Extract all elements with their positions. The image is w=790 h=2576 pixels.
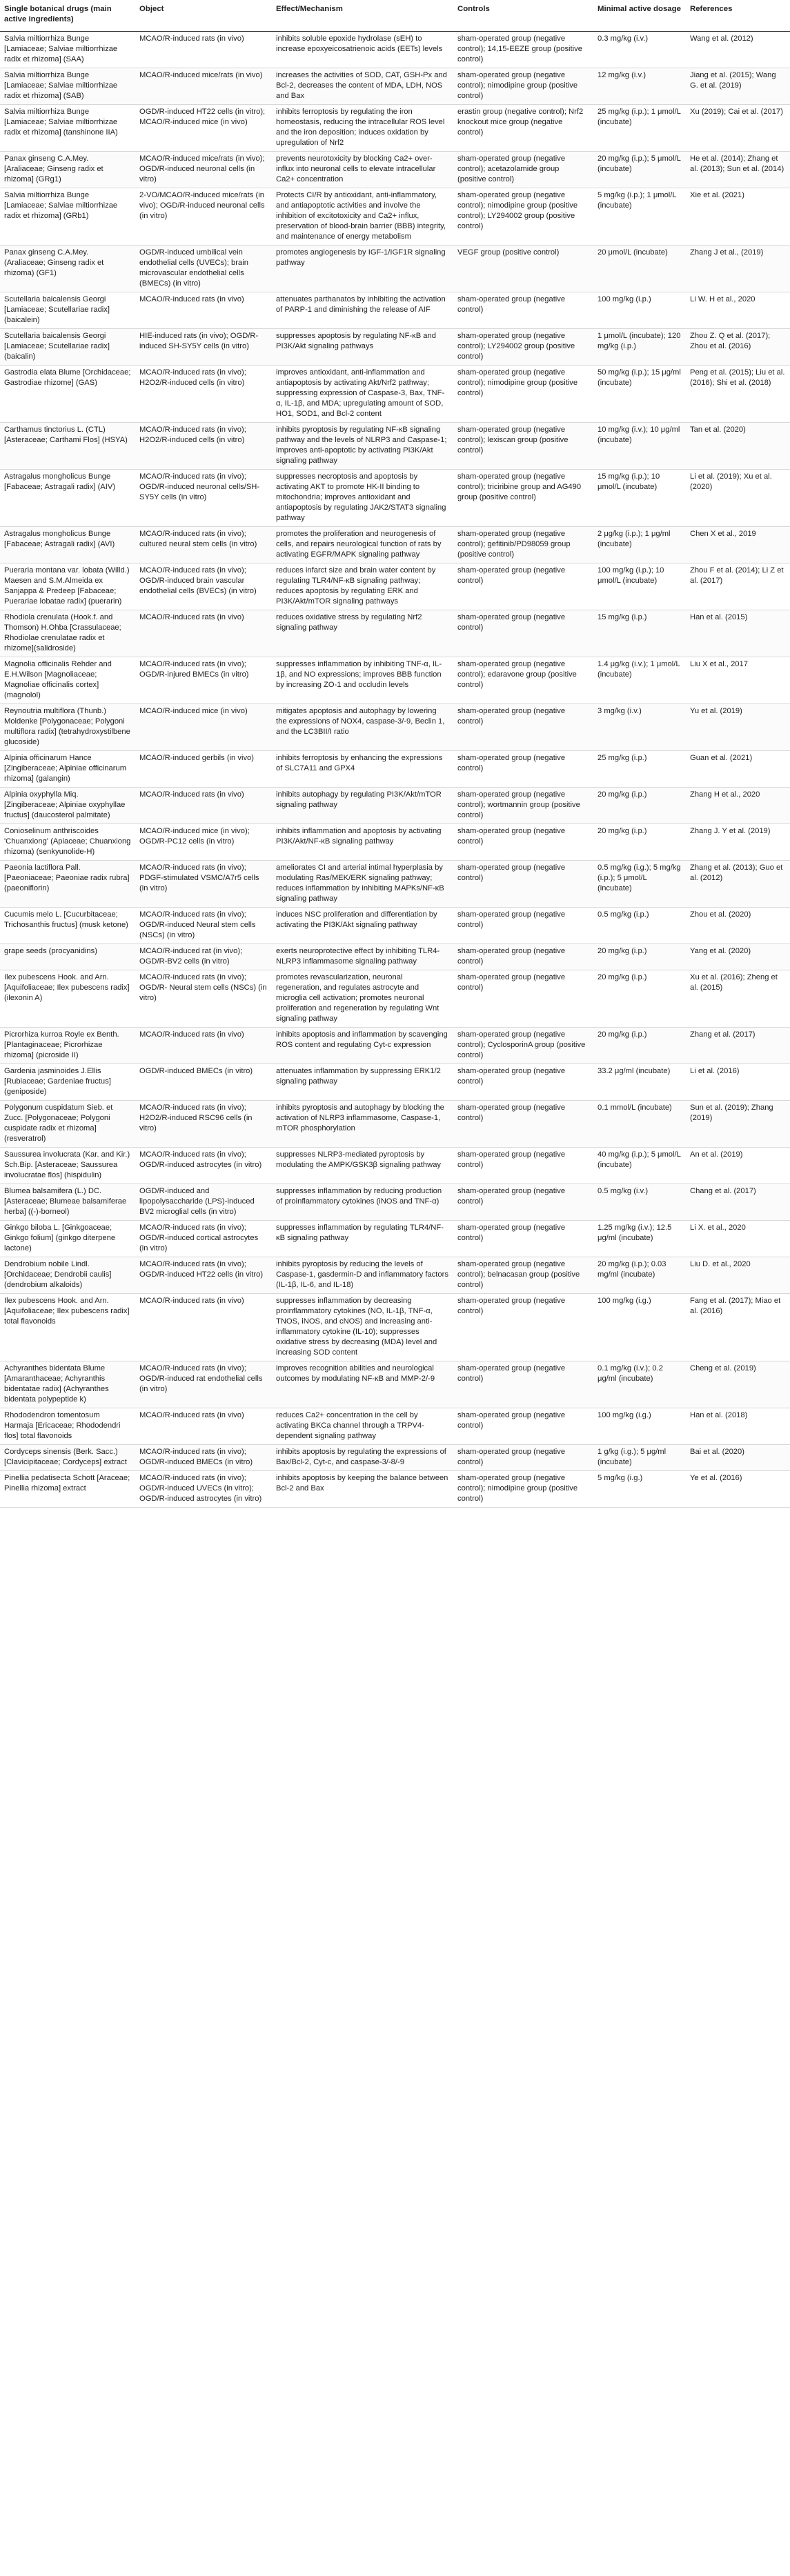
header-row [0,0,790,31]
cell-reference: Peng et al. (2015); Liu et al. (2016); Shi et al. (2018) [686,365,790,422]
cell-dosage: 20 mg/kg (i.p.) [593,823,686,860]
table-row [0,365,790,422]
cell-drug: Blumea balsamifera (L.) DC. [Asteraceae; Blumeae balsamiferae herba] ((-)-borneol) [0,1184,135,1220]
cell-drug: Cordyceps sinensis (Berk. Sacc.) [Clavicipitaceae; Cordyceps] extract [0,1444,135,1470]
cell-reference: Xu (2019); Cai et al. (2017) [686,104,790,151]
cell-reference: Li et al. (2016) [686,1064,790,1100]
cell-effect: promotes revascularization, neuronal regeneration, and regulates astrocyte and microglia cell activation; promotes neuronal proliferation and regeneration by regulating Wnt signaling pathway [272,970,453,1027]
cell-reference: Li X. et al., 2020 [686,1220,790,1257]
cell-effect: inhibits apoptosis by keeping the balance between Bcl-2 and Bax [272,1470,453,1507]
cell-reference: An et al. (2019) [686,1147,790,1184]
cell-drug: Astragalus mongholicus Bunge [Fabaceae; Astragali radix] (AVI) [0,526,135,563]
cell-effect: inhibits pyroptosis by regulating NF-κB signaling pathway and the levels of NLRP3 and Caspase-1; improves anti-apoptotic by activating PI3K/Akt signaling pathway [272,422,453,469]
cell-object: OGD/R-induced HT22 cells (in vitro); MCAO/R-induced mice (in vivo) [135,104,272,151]
cell-dosage: 25 mg/kg (i.p.); 1 μmol/L (incubate) [593,104,686,151]
table-row [0,292,790,328]
cell-effect: promotes the proliferation and neurogenesis of cells, and repairs neurological function of rats by activating EGFR/MAPK signaling pathway [272,526,453,563]
cell-reference: Liu X et al., 2017 [686,657,790,703]
cell-reference: Bai et al. (2020) [686,1444,790,1470]
cell-object: MCAO/R-induced rats (in vivo); PDGF-stimulated VSMC/A7r5 cells (in vitro) [135,860,272,907]
cell-reference: Fang et al. (2017); Miao et al. (2016) [686,1293,790,1361]
cell-object: MCAO/R-induced rats (in vivo); H2O2/R-induced RSC96 cells (in vitro) [135,1100,272,1147]
cell-reference: Han et al. (2018) [686,1408,790,1444]
table-row [0,860,790,907]
cell-dosage: 15 mg/kg (i.p.) [593,610,686,657]
cell-effect: inhibits pyroptosis and autophagy by blocking the activation of NLRP3 inflammasome, Caspase-1, mTOR phosphorylation [272,1100,453,1147]
cell-object: HIE-induced rats (in vivo); OGD/R-induced SH-SY5Y cells (in vitro) [135,328,272,365]
cell-dosage: 0.5 mg/kg (i.p.) [593,907,686,943]
cell-drug: Conioselinum anthriscoides 'Chuanxiong' (Apiaceae; Chuanxiong rhizoma) (senkyunolide-H) [0,823,135,860]
cell-object: MCAO/R-induced rats (in vivo) [135,292,272,328]
cell-drug: Salvia miltiorrhiza Bunge [Lamiaceae; Salviae miltiorrhizae radix et rhizoma] (SAB) [0,68,135,104]
cell-controls: sham-operated group (negative control) [453,1408,593,1444]
cell-drug: Pueraria montana var. lobata (Willd.) Maesen and S.M.Almeida ex Sanjappa & Predeep [Fabaceae; Puerariae lobatae radix] (puerarin) [0,563,135,610]
cell-drug: grape seeds (procyanidins) [0,943,135,970]
cell-effect: induces NSC proliferation and differentiation by activating the PI3K/Akt signaling pathway [272,907,453,943]
cell-object: MCAO/R-induced rats (in vivo); OGD/R-induced Neural stem cells (NSCs) (in vitro) [135,907,272,943]
cell-object: MCAO/R-induced mice (in vivo); OGD/R-PC12 cells (in vitro) [135,823,272,860]
cell-controls: sham-operated group (negative control); lexiscan group (positive control) [453,422,593,469]
cell-reference: Zhang H et al., 2020 [686,787,790,823]
cell-controls: sham-operated group (negative control) [453,1361,593,1408]
cell-object: OGD/R-induced BMECs (in vitro) [135,1064,272,1100]
cell-object: MCAO/R-induced gerbils (in vivo) [135,750,272,787]
cell-dosage: 20 mg/kg (i.p.) [593,943,686,970]
table-row [0,1361,790,1408]
cell-controls: sham-operated group (negative control) [453,1100,593,1147]
cell-object: MCAO/R-induced rats (in vivo); OGD/R-induced rat endothelial cells (in vitro) [135,1361,272,1408]
cell-controls: sham-operated group (negative control) [453,1444,593,1470]
table-row [0,1257,790,1293]
cell-effect: inhibits pyroptosis by reducing the levels of Caspase-1, gasdermin-D and inflammatory factors (IL-1β, IL-6, and IL-18) [272,1257,453,1293]
cell-object: MCAO/R-induced rats (in vivo); cultured neural stem cells (in vitro) [135,526,272,563]
table-row [0,703,790,750]
cell-effect: suppresses inflammation by regulating TLR4/NF-κB signaling pathway [272,1220,453,1257]
cell-drug: Rhododendron tomentosum Harmaja [Ericaceae; Rhododendri flos] total flavonoids [0,1408,135,1444]
cell-effect: improves recognition abilities and neurological outcomes by modulating NF-κB and MMP-2/-9 [272,1361,453,1408]
cell-drug: Salvia miltiorrhiza Bunge [Lamiaceae; Salviae miltiorrhizae radix et rhizoma] (SAA) [0,31,135,68]
cell-controls: sham-operated group (negative control); nimodipine group (positive control) [453,68,593,104]
cell-reference: Sun et al. (2019); Zhang (2019) [686,1100,790,1147]
cell-drug: Panax ginseng C.A.Mey. (Araliaceae; Ginseng radix et rhizoma) (GF1) [0,245,135,292]
cell-drug: Gastrodia elata Blume [Orchidaceae; Gastrodiae rhizome] (GAS) [0,365,135,422]
cell-controls: sham-operated group (negative control) [453,1293,593,1361]
cell-controls: sham-operated group (negative control) [453,970,593,1027]
cell-dosage: 1 g/kg (i.g.); 5 μg/ml (incubate) [593,1444,686,1470]
table-row [0,469,790,526]
cell-drug: Paeonia lactiflora Pall. [Paeoniaceae; Paeoniae radix rubra] (paeoniflorin) [0,860,135,907]
cell-reference: Han et al. (2015) [686,610,790,657]
cell-dosage: 100 mg/kg (i.g.) [593,1408,686,1444]
cell-controls: sham-operated group (negative control); belnacasan group (positive control) [453,1257,593,1293]
cell-effect: inhibits soluble epoxide hydrolase (sEH) to increase epoxyeicosatrienoic acids (EETs) levels [272,31,453,68]
cell-drug: Gardenia jasminoides J.Ellis [Rubiaceae; Gardeniae fructus] (geniposide) [0,1064,135,1100]
cell-reference: Zhang et al. (2017) [686,1027,790,1064]
cell-drug: Pinellia pedatisecta Schott [Araceae; Pinellia rhizoma] extract [0,1470,135,1507]
cell-object: MCAO/R-induced rats (in vivo); OGD/R-induced BMECs (in vitro) [135,1444,272,1470]
cell-effect: inhibits apoptosis and inflammation by scavenging ROS content and regulating Cyt-c expression [272,1027,453,1064]
cell-effect: suppresses inflammation by decreasing proinflammatory cytokines (NO, IL-1β, TNF-α, TNOS, iNOS, and cNOS) and increasing anti-inflammatory cytokine (IL-10); suppresses oxidative stress by decreasing (MDA) level and increasing SOD content [272,1293,453,1361]
table-row [0,943,790,970]
cell-reference: He et al. (2014); Zhang et al. (2013); Sun et al. (2014) [686,151,790,188]
cell-effect: inhibits inflammation and apoptosis by activating PI3K/Akt/NF-κB signaling pathway [272,823,453,860]
cell-reference: Chen X et al., 2019 [686,526,790,563]
cell-controls: sham-operated group (negative control) [453,1147,593,1184]
cell-effect: Protects CI/R by antioxidant, anti-inflammatory, and antiapoptotic activities and involve the inhibition of excitotoxicity and Ca2+ influx, preservation of blood-brain barrier (BBB) integrity, and maintenance of energy metabolism [272,188,453,245]
table-row [0,970,790,1027]
cell-controls: sham-operated group (negative control); CyclosporinA group (positive control) [453,1027,593,1064]
cell-effect: inhibits ferroptosis by regulating the iron homeostasis, reducing the intracellular ROS level and the iron deposition; induces oxidation by upregulation of Nrf2 [272,104,453,151]
cell-reference: Ye et al. (2016) [686,1470,790,1507]
cell-controls: sham-operated group (negative control); wortmannin group (positive control) [453,787,593,823]
cell-dosage: 25 mg/kg (i.p.) [593,750,686,787]
cell-object: OGD/R-induced umbilical vein endothelial cells (UVECs); brain microvascular endothelial cells (BMECs) (in vitro) [135,245,272,292]
cell-dosage: 0.1 mmol/L (incubate) [593,1100,686,1147]
cell-dosage: 5 mg/kg (i.p.); 1 μmol/L (incubate) [593,188,686,245]
cell-controls: sham-operated group (negative control) [453,750,593,787]
cell-object: MCAO/R-induced rats (in vivo); OGD/R-induced cortical astrocytes (in vitro) [135,1220,272,1257]
cell-effect: attenuates inflammation by suppressing ERK1/2 signaling pathway [272,1064,453,1100]
cell-effect: exerts neuroprotective effect by inhibiting TLR4-NLRP3 inflammasome signaling pathway [272,943,453,970]
cell-dosage: 33.2 μg/ml (incubate) [593,1064,686,1100]
cell-reference: Tan et al. (2020) [686,422,790,469]
cell-reference: Liu D. et al., 2020 [686,1257,790,1293]
cell-reference: Zhou F et al. (2014); Li Z et al. (2017) [686,563,790,610]
cell-controls: sham-operated group (negative control) [453,703,593,750]
cell-controls: sham-operated group (negative control); nimodipine group (positive control) [453,365,593,422]
cell-effect: suppresses NLRP3-mediated pyroptosis by modulating the AMPK/GSK3β signaling pathway [272,1147,453,1184]
cell-drug: Scutellaria baicalensis Georgi [Lamiaceae; Scutellariae radix] (baicalein) [0,292,135,328]
table-row [0,1147,790,1184]
table-row [0,245,790,292]
cell-controls: sham-operated group (negative control); nimodipine group (positive control); LY294002 group (positive control) [453,188,593,245]
table-row [0,1293,790,1361]
cell-dosage: 1 μmol/L (incubate); 120 mg/kg (i.p.) [593,328,686,365]
cell-effect: improves antioxidant, anti-inflammation and antiapoptosis by activating Akt/Nrf2 pathway; suppressing expression of Caspase-3, Bax, TNF-α, IL-1β, and MDA; upregulating amount of SOD, HO1, SOD1, and Bcl-2 content [272,365,453,422]
cell-dosage: 15 mg/kg (i.p.); 10 μmol/L (incubate) [593,469,686,526]
cell-controls: sham-operated group (negative control); edaravone group (positive control) [453,657,593,703]
cell-reference: Xie et al. (2021) [686,188,790,245]
cell-object: MCAO/R-induced rats (in vivo); OGD/R- Neural stem cells (NSCs) (in vitro) [135,970,272,1027]
cell-effect: reduces Ca2+ concentration in the cell by activating BKCa channel through a TRPV4-dependent signaling pathway [272,1408,453,1444]
cell-effect: inhibits apoptosis by regulating the expressions of Bax/Bcl-2, Cyt-c, and caspase-3/-8/-9 [272,1444,453,1470]
cell-effect: suppresses inflammation by reducing production of proinflammatory cytokines (iNOS and TNF-α) [272,1184,453,1220]
cell-controls: sham-operated group (negative control) [453,610,593,657]
table-row [0,787,790,823]
cell-drug: Polygonum cuspidatum Sieb. et Zucc. [Polygonaceae; Polygoni cuspidate radix et rhizoma] (resveratrol) [0,1100,135,1147]
cell-object: MCAO/R-induced rats (in vivo) [135,1293,272,1361]
cell-controls: sham-operated group (negative control) [453,1220,593,1257]
cell-drug: Magnolia officinalis Rehder and E.H.Wilson [Magnoliaceae; Magnoliae officinalis cortex] (magnolol) [0,657,135,703]
cell-dosage: 0.1 mg/kg (i.v.); 0.2 μg/ml (incubate) [593,1361,686,1408]
table-row [0,657,790,703]
cell-reference: Zhou Z. Q et al. (2017); Zhou et al. (2016) [686,328,790,365]
cell-drug: Cucumis melo L. [Cucurbitaceae; Trichosanthis fructus] (musk ketone) [0,907,135,943]
cell-object: MCAO/R-induced rats (in vivo) [135,1408,272,1444]
table-row [0,1470,790,1507]
table-body [0,31,790,1507]
cell-effect: reduces oxidative stress by regulating Nrf2 signaling pathway [272,610,453,657]
cell-drug: Achyranthes bidentata Blume [Amaranthaceae; Achyranthis bidentatae radix] (Achyranthes bidentata polypeptide k) [0,1361,135,1408]
table-row [0,328,790,365]
cell-reference: Yu et al. (2019) [686,703,790,750]
cell-object: MCAO/R-induced mice/rats (in vivo) [135,68,272,104]
cell-dosage: 20 mg/kg (i.p.); 0.03 mg/ml (incubate) [593,1257,686,1293]
table-row [0,1064,790,1100]
cell-reference: Cheng et al. (2019) [686,1361,790,1408]
cell-controls: sham-operated group (negative control); gefitinib/PD98059 group (positive control) [453,526,593,563]
cell-drug: Panax ginseng C.A.Mey. [Araliaceae; Ginseng radix et rhizoma] (GRg1) [0,151,135,188]
cell-dosage: 10 mg/kg (i.v.); 10 μg/ml (incubate) [593,422,686,469]
cell-reference: Wang et al. (2012) [686,31,790,68]
cell-reference: Chang et al. (2017) [686,1184,790,1220]
cell-drug: Scutellaria baicalensis Georgi [Lamiaceae; Scutellariae radix] (baicalin) [0,328,135,365]
cell-reference: Xu et al. (2016); Zheng et al. (2015) [686,970,790,1027]
cell-controls: sham-operated group (negative control) [453,943,593,970]
cell-dosage: 12 mg/kg (i.v.) [593,68,686,104]
cell-effect: suppresses apoptosis by regulating NF-κB and PI3K/Akt signaling pathways [272,328,453,365]
cell-reference: Zhang J et al., (2019) [686,245,790,292]
cell-effect: increases the activities of SOD, CAT, GSH-Px and Bcl-2, decreases the content of MDA, LDH, NOS and Bax [272,68,453,104]
cell-drug: Astragalus mongholicus Bunge [Fabaceae; Astragali radix] (AIV) [0,469,135,526]
header-controls: Controls [453,0,593,31]
cell-effect: mitigates apoptosis and autophagy by lowering the expressions of NOX4, caspase-3/-9, Beclin 1, and the LC3BII/I ratio [272,703,453,750]
cell-dosage: 40 mg/kg (i.p.); 5 μmol/L (incubate) [593,1147,686,1184]
cell-reference: Li W. H et al., 2020 [686,292,790,328]
table-row [0,151,790,188]
cell-dosage: 0.5 mg/kg (i.v.) [593,1184,686,1220]
cell-controls: erastin group (negative control); Nrf2 knockout mice group (negative control) [453,104,593,151]
table-row [0,610,790,657]
cell-controls: sham-operated group (negative control); 14,15-EEZE group (positive control) [453,31,593,68]
cell-drug: Reynoutria multiflora (Thunb.) Moldenke [Polygonaceae; Polygoni multiflora radix] (tetrahydroxystilbene glucoside) [0,703,135,750]
cell-controls: sham-operated group (negative control); LY294002 group (positive control) [453,328,593,365]
header-object: Object [135,0,272,31]
cell-object: MCAO/R-induced rats (in vivo); OGD/R-induced brain vascular endothelial cells (BVECs) (in vitro) [135,563,272,610]
cell-object: 2-VO/MCAO/R-induced mice/rats (in vivo); OGD/R-induced neuronal cells (in vitro) [135,188,272,245]
header-drug: Single botanical drugs (main active ingredients) [0,0,135,31]
cell-controls: sham-operated group (negative control); acetazolamide group (positive control) [453,151,593,188]
table-row [0,1408,790,1444]
table-header [0,0,790,31]
table-row [0,1100,790,1147]
cell-dosage: 100 mg/kg (i.p.); 10 μmol/L (incubate) [593,563,686,610]
header-references: References [686,0,790,31]
cell-controls: sham-operated group (negative control) [453,563,593,610]
cell-drug: Salvia miltiorrhiza Bunge [Lamiaceae; Salviae miltiorrhizae radix et rhizoma] (GRb1) [0,188,135,245]
cell-controls: sham-operated group (negative control) [453,823,593,860]
cell-reference: Zhang J. Y et al. (2019) [686,823,790,860]
cell-controls: sham-operated group (negative control) [453,1184,593,1220]
table-row [0,823,790,860]
cell-object: MCAO/R-induced rats (in vivo); H2O2/R-induced cells (in vitro) [135,365,272,422]
cell-dosage: 0.5 mg/kg (i.g.); 5 mg/kg (i.p.); 5 μmol/L (incubate) [593,860,686,907]
cell-drug: Carthamus tinctorius L. (CTL) [Asteraceae; Carthami Flos] (HSYA) [0,422,135,469]
cell-effect: attenuates parthanatos by inhibiting the activation of PARP-1 and diminishing the release of AIF [272,292,453,328]
table-row [0,750,790,787]
cell-dosage: 5 mg/kg (i.g.) [593,1470,686,1507]
table-row [0,1444,790,1470]
cell-reference: Yang et al. (2020) [686,943,790,970]
cell-controls: sham-operated group (negative control) [453,860,593,907]
cell-dosage: 3 mg/kg (i.v.) [593,703,686,750]
cell-reference: Zhang et al. (2013); Guo et al. (2012) [686,860,790,907]
cell-controls: sham-operated group (negative control); triciribine group and AG490 group (positive control) [453,469,593,526]
cell-effect: suppresses inflammation by inhibiting TNF-α, IL-1β, and NO expressions; improves BBB function by increasing ZO-1 and occludin levels [272,657,453,703]
cell-dosage: 20 mg/kg (i.p.) [593,787,686,823]
cell-effect: promotes angiogenesis by IGF-1/IGF1R signaling pathway [272,245,453,292]
cell-object: MCAO/R-induced rats (in vivo); OGD/R-induced UVECs (in vitro); OGD/R-induced astrocytes (in vitro) [135,1470,272,1507]
cell-drug: Dendrobium nobile Lindl. [Orchidaceae; Dendrobii caulis] (dendrobium alkaloids) [0,1257,135,1293]
table-row [0,563,790,610]
cell-drug: Ilex pubescens Hook. and Arn. [Aquifoliaceae; Ilex pubescens radix] (ilexonin A) [0,970,135,1027]
table-row [0,526,790,563]
cell-object: OGD/R-induced and lipopolysaccharide (LPS)-induced BV2 microglial cells (in vitro) [135,1184,272,1220]
cell-object: MCAO/R-induced rats (in vivo); H2O2/R-induced cells (in vitro) [135,422,272,469]
cell-object: MCAO/R-induced rats (in vivo); OGD/R-injured BMECs (in vitro) [135,657,272,703]
table-row [0,188,790,245]
cell-drug: Salvia miltiorrhiza Bunge [Lamiaceae; Salviae miltiorrhizae radix et rhizoma] (tanshinone IIA) [0,104,135,151]
cell-reference: Li et al. (2019); Xu et al. (2020) [686,469,790,526]
cell-dosage: 20 mg/kg (i.p.) [593,1027,686,1064]
cell-controls: sham-operated group (negative control); nimodipine group (positive control) [453,1470,593,1507]
cell-dosage: 20 mg/kg (i.p.) [593,970,686,1027]
cell-object: MCAO/R-induced rats (in vivo) [135,1027,272,1064]
cell-dosage: 20 μmol/L (incubate) [593,245,686,292]
cell-object: MCAO/R-induced rats (in vivo) [135,787,272,823]
cell-controls: VEGF group (positive control) [453,245,593,292]
cell-reference: Jiang et al. (2015); Wang G. et al. (2019) [686,68,790,104]
cell-effect: suppresses necroptosis and apoptosis by activating AKT to promote HK-II binding to mitochondria; improves antioxidant and antiapoptosis by regulating JAK2/STAT3 signaling pathway [272,469,453,526]
cell-effect: reduces infarct size and brain water content by regulating TLR4/NF-κB signaling pathway; reduces apoptosis by regulating ERK and PI3K/Akt/mTOR signaling pathways [272,563,453,610]
cell-reference: Guan et al. (2021) [686,750,790,787]
cell-dosage: 20 mg/kg (i.p.); 5 μmol/L (incubate) [593,151,686,188]
cell-object: MCAO/R-induced rats (in vivo) [135,31,272,68]
cell-effect: prevents neurotoxicity by blocking Ca2+ over-influx into neuronal cells to elevate intracellular Ca2+ concentration [272,151,453,188]
cell-object: MCAO/R-induced mice (in vivo) [135,703,272,750]
cell-object: MCAO/R-induced rats (in vivo); OGD/R-induced neuronal cells/SH-SY5Y cells (in vitro) [135,469,272,526]
cell-dosage: 2 μg/kg (i.p.); 1 μg/ml (incubate) [593,526,686,563]
cell-dosage: 100 mg/kg (i.p.) [593,292,686,328]
cell-object: MCAO/R-induced rats (in vivo); OGD/R-induced HT22 cells (in vitro) [135,1257,272,1293]
cell-dosage: 1.25 mg/kg (i.v.); 12.5 μg/ml (incubate) [593,1220,686,1257]
cell-drug: Rhodiola crenulata (Hook.f. and Thomson) H.Ohba [Crassulaceae; Rhodiolae crenulatae radix et rhizome](salidroside) [0,610,135,657]
table-row [0,68,790,104]
cell-dosage: 100 mg/kg (i.g.) [593,1293,686,1361]
cell-controls: sham-operated group (negative control) [453,1064,593,1100]
cell-object: MCAO/R-induced rat (in vivo); OGD/R-BV2 cells (in vitro) [135,943,272,970]
cell-reference: Zhou et al. (2020) [686,907,790,943]
cell-effect: inhibits autophagy by regulating PI3K/Akt/mTOR signaling pathway [272,787,453,823]
cell-controls: sham-operated group (negative control) [453,907,593,943]
table-row [0,31,790,68]
cell-drug: Alpinia officinarum Hance [Zingiberaceae; Alpiniae officinarum rhizoma] (galangin) [0,750,135,787]
cell-drug: Saussurea involucrata (Kar. and Kir.) Sch.Bip. [Asteraceae; Saussurea involucratae flos] (hispidulin) [0,1147,135,1184]
header-effect: Effect/Mechanism [272,0,453,31]
cell-object: MCAO/R-induced mice/rats (in vivo); OGD/R-induced neuronal cells (in vitro) [135,151,272,188]
cell-effect: inhibits ferroptosis by enhancing the expressions of SLC7A11 and GPX4 [272,750,453,787]
cell-drug: Alpinia oxyphylla Miq. [Zingiberaceae; Alpiniae oxyphyllae fructus] (daucosterol palmitate) [0,787,135,823]
cell-dosage: 50 mg/kg (i.p.); 15 μg/ml (incubate) [593,365,686,422]
cell-dosage: 1.4 μg/kg (i.v.); 1 μmol/L (incubate) [593,657,686,703]
table-row [0,1027,790,1064]
header-dosage: Minimal active dosage [593,0,686,31]
cell-drug: Ginkgo biloba L. [Ginkgoaceae; Ginkgo folium] (ginkgo diterpene lactone) [0,1220,135,1257]
table-row [0,104,790,151]
cell-drug: Picrorhiza kurroa Royle ex Benth. [Plantaginaceae; Picrorhizae rhizoma] (picroside II) [0,1027,135,1064]
cell-object: MCAO/R-induced rats (in vivo); OGD/R-induced astrocytes (in vitro) [135,1147,272,1184]
cell-effect: ameliorates CI and arterial intimal hyperplasia by modulating Ras/MEK/ERK signaling pathway; reduces inflammation by inhibiting MAPKs/NF-κB signaling pathway [272,860,453,907]
table-row [0,907,790,943]
table-row [0,422,790,469]
table-row [0,1184,790,1220]
cell-controls: sham-operated group (negative control) [453,292,593,328]
cell-dosage: 0.3 mg/kg (i.v.) [593,31,686,68]
table-row [0,1220,790,1257]
cell-object: MCAO/R-induced rats (in vivo) [135,610,272,657]
cell-drug: Ilex pubescens Hook. and Arn. [Aquifoliaceae; Ilex pubescens radix] total flavonoids [0,1293,135,1361]
